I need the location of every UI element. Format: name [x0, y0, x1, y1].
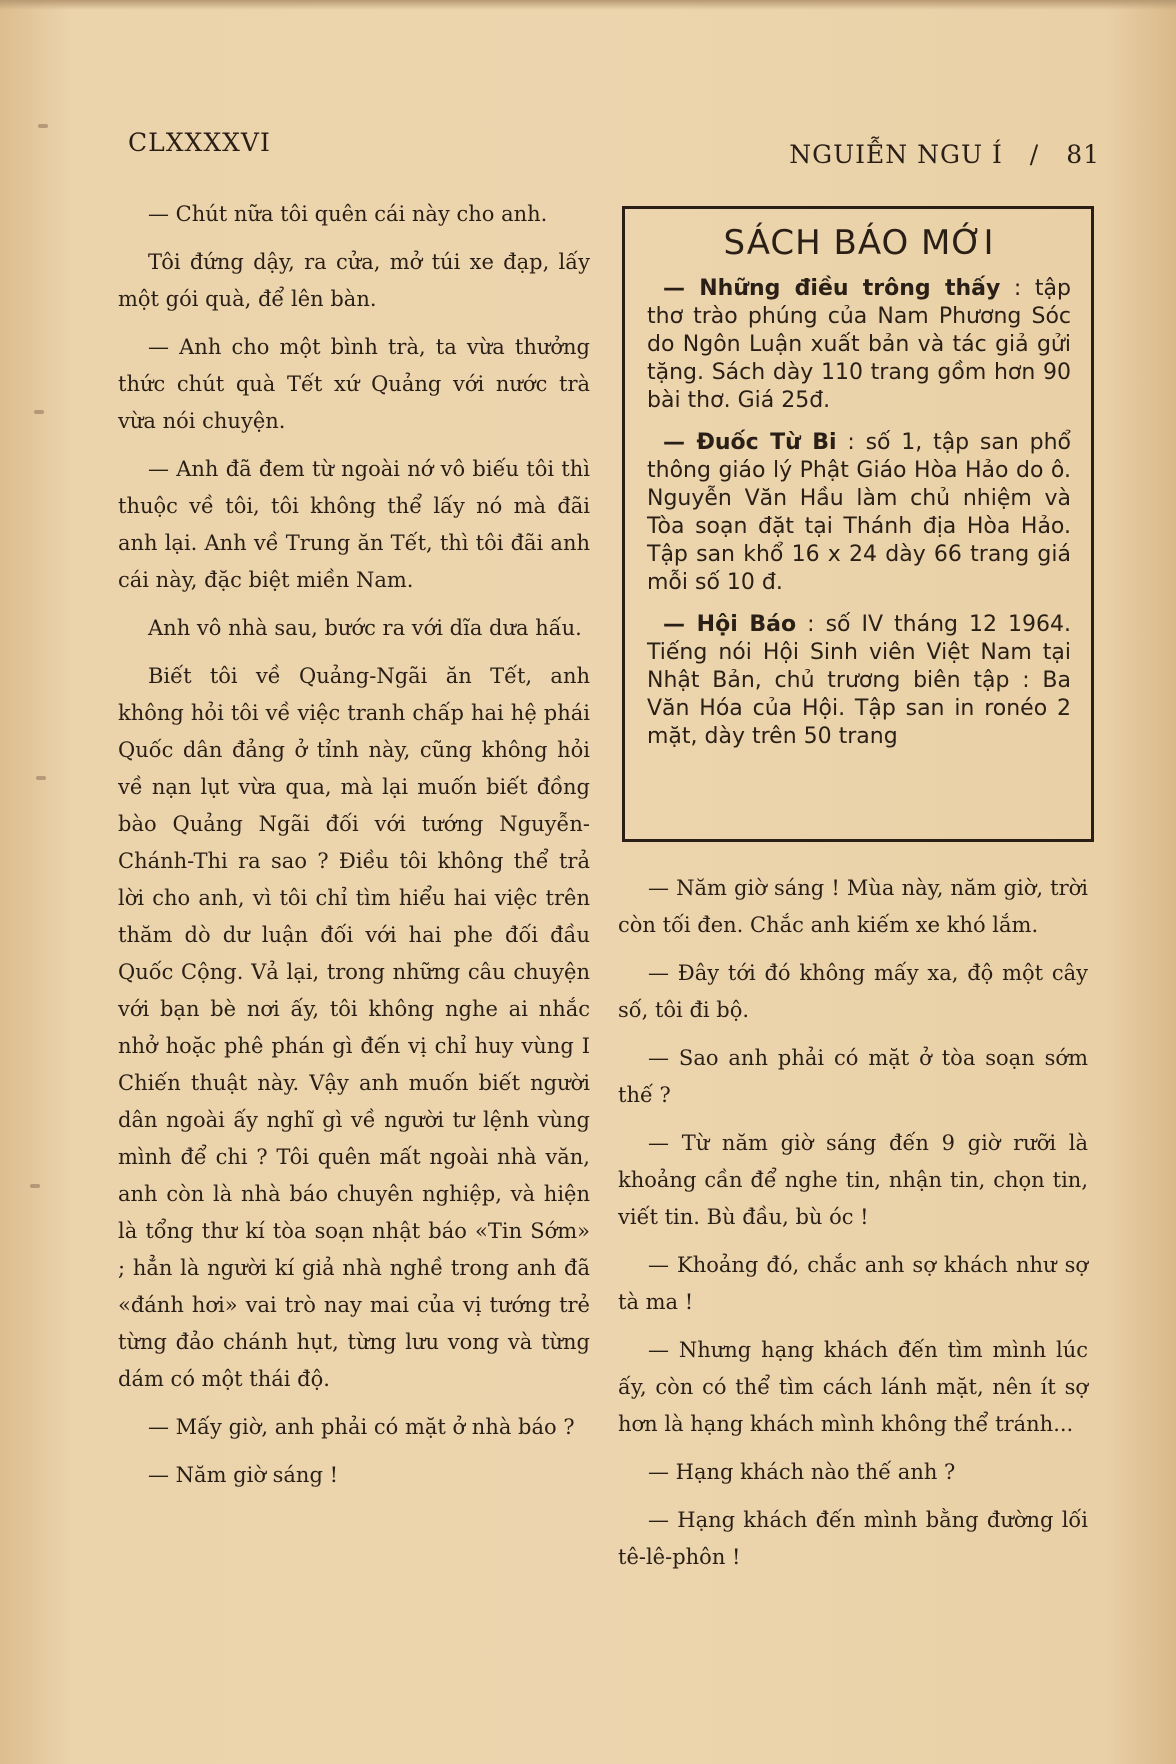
page-edge	[0, 0, 1176, 10]
book-entry-text: : số 1, tập san phổ thông giáo lý Phật Giáo Hòa Hảo do ô. Nguyễn Văn Hầu làm chủ nhiệm và Tòa soạn đặt tại Thánh địa Hòa Hảo. Tập san khổ 16 x 24 dày 66 trang giá mỗi số 10 đ.	[647, 430, 1071, 595]
box-title: SÁCH BÁO MỚI	[723, 223, 995, 263]
book-entry-text: : tập thơ trào phúng của Nam Phương Sóc do Ngôn Luận xuất bản và tác giả gửi tặng. Sách dày 110 trang gồm hơn 90 bài thơ. Giá 25đ.	[647, 276, 1071, 413]
paragraph: — Nhưng hạng khách đến tìm mình lúc ấy, còn có thể tìm cách lánh mặt, nên ít sợ hơn là hạng khách mình không thể tránh...	[618, 1338, 1088, 1436]
paragraph: — Hạng khách đến mình bằng đường lối tê-lê-phôn !	[618, 1508, 1088, 1569]
paper-mark	[34, 410, 44, 414]
paragraph: Biết tôi về Quảng-Ngãi ăn Tết, anh không hỏi tôi về việc tranh chấp hai hệ phái Quốc dân đảng ở tỉnh này, cũng không hỏi về nạn lụt vừa qua, mà lại muốn biết đồng bào Quảng Ngãi đối với tướng Nguyễn-Chánh-Thi ra sao ? Điều tôi không thể trả lời cho anh, vì tôi chỉ tìm hiểu hai việc trên thăm dò dư luận đối với hai phe đối đầu Quốc Cộng. Vả lại, trong những câu chuyện với bạn bè nơi ấy, tôi không nghe ai nhắc nhở hoặc phê phán gì đến vị chỉ huy vùng I Chiến thuật này. Vậy anh muốn biết người dân ngoài ấy nghĩ gì về người tư lệnh vùng mình để chi ? Tôi quên mất ngoài nhà văn, anh còn là nhà báo chuyên nghiệp, và hiện là tổng thư kí tòa soạn nhật báo «Tin Sớm» ; hẳn là người kí giả nhà nghề trong anh đã «đánh hơi» vai trò nay mai của vị tướng trẻ từng đảo chánh hụt, từng lưu vong và từng dám có một thái độ.	[118, 664, 590, 1391]
paragraph: — Hạng khách nào thế anh ?	[648, 1460, 956, 1484]
running-title: NGUIỄN NGU Í	[789, 140, 1003, 169]
header-separator: /	[1029, 140, 1040, 169]
paragraph: — Đây tới đó không mấy xa, độ một cây số, tôi đi bộ.	[618, 961, 1088, 1022]
paragraph: — Khoảng đó, chắc anh sợ khách như sợ tà ma !	[618, 1253, 1088, 1314]
paragraph: — Anh cho một bình trà, ta vừa thưởng thức chút quà Tết xứ Quảng với nước trà vừa nói chuyện.	[118, 335, 590, 433]
paragraph: — Mấy giờ, anh phải có mặt ở nhà báo ?	[148, 1415, 575, 1439]
page-header-right	[789, 140, 1100, 169]
paragraph: — Năm giờ sáng !	[148, 1463, 339, 1487]
paragraph: — Sao anh phải có mặt ở tòa soạn sớm thế ?	[618, 1046, 1088, 1107]
book-entry-title: — Những điều trông thấy	[663, 276, 1001, 301]
left-column	[118, 196, 590, 1505]
book-entry	[647, 275, 1071, 415]
book-entry-text: : số IV tháng 12 1964. Tiếng nói Hội Sinh viên Việt Nam tại Nhật Bản, chủ trương biên tập : Ba Văn Hóa của Hội. Tập san in ronéo 2 mặt, dày trên 50 trang	[647, 612, 1072, 749]
paragraph: — Năm giờ sáng ! Mùa này, năm giờ, trời còn tối đen. Chắc anh kiếm xe khó lắm.	[618, 876, 1088, 937]
book-entry	[647, 611, 1071, 751]
paper-mark	[36, 776, 46, 780]
paragraph: — Từ năm giờ sáng đến 9 giờ rưỡi là khoảng cần để nghe tin, nhận tin, chọn tin, viết tin. Bù đầu, bù óc !	[618, 1131, 1088, 1229]
page-header-left: CLXXXXVI	[128, 128, 271, 157]
paper-mark	[38, 124, 48, 128]
page-number: 81	[1066, 140, 1100, 169]
paragraph: — Chút nữa tôi quên cái này cho anh.	[148, 202, 548, 226]
paragraph: — Anh đã đem từ ngoài nớ vô biếu tôi thì thuộc về tôi, tôi không thể lấy nó mà đãi anh lại. Anh về Trung ăn Tết, thì tôi đãi anh cái này, đặc biệt miền Nam.	[118, 457, 590, 592]
paragraph: Tôi đứng dậy, ra cửa, mở túi xe đạp, lấy một gói quà, để lên bàn.	[118, 250, 590, 311]
book-entry	[647, 429, 1071, 597]
book-entry-title: — Đuốc Từ Bi	[663, 430, 837, 455]
right-column	[618, 870, 1088, 1587]
paragraph: Anh vô nhà sau, bước ra với dĩa dưa hấu.	[148, 616, 582, 640]
paper-mark	[30, 1184, 40, 1188]
new-books-box	[622, 206, 1094, 842]
book-entry-title: — Hội Báo	[663, 612, 797, 637]
